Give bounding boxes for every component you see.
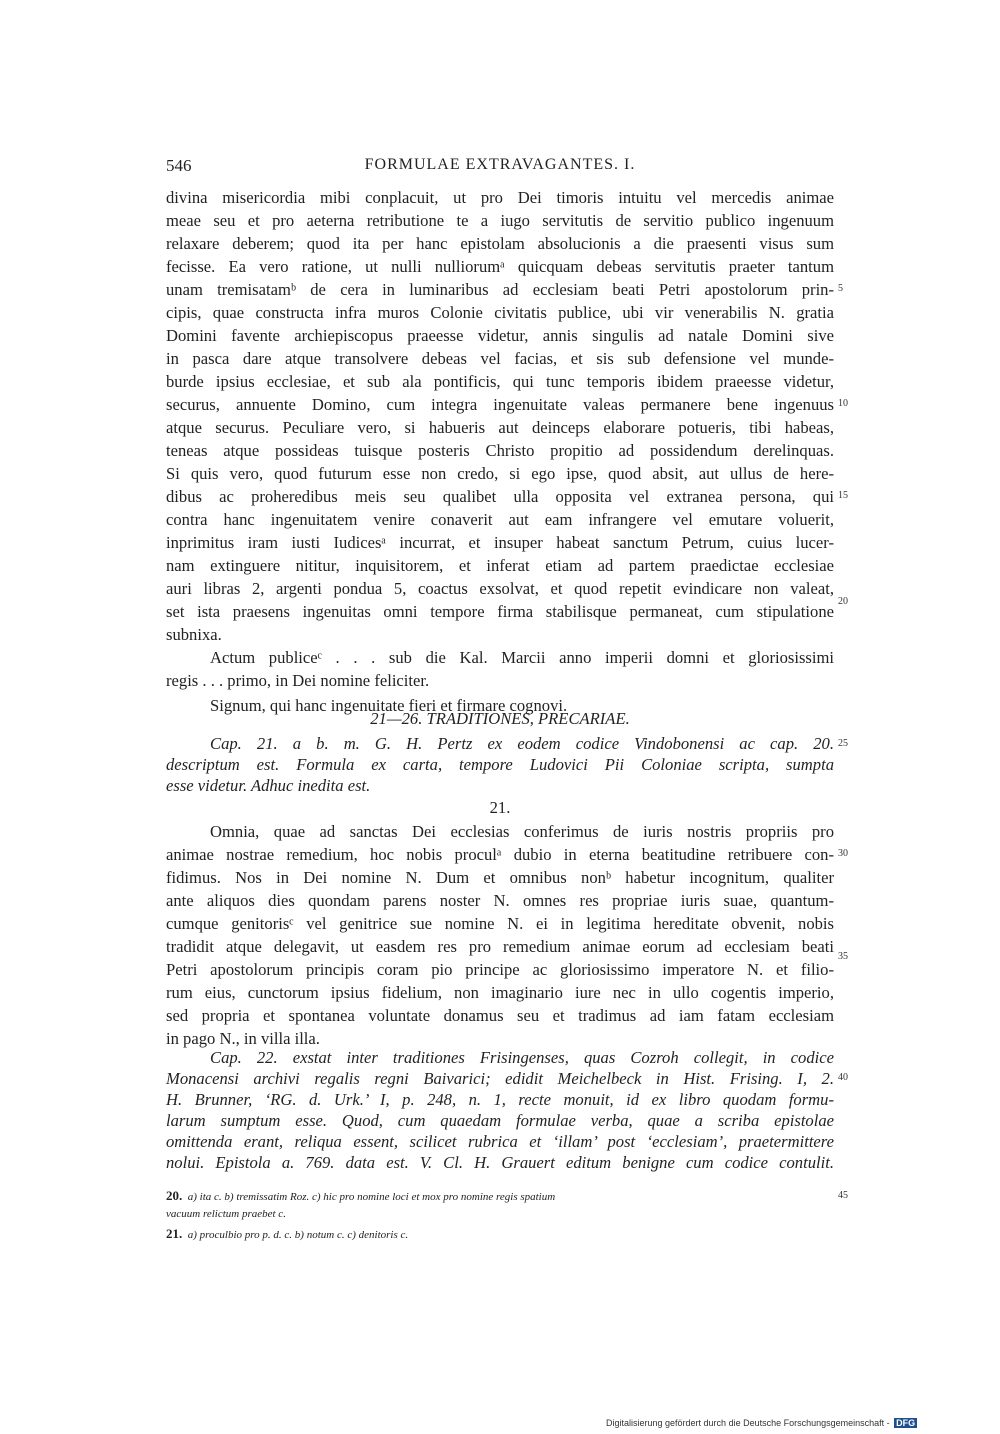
text-line: ante aliquos dies quondam parens noster N. omnes res propriae iuris suae, quantum- (166, 891, 834, 910)
intro-line: omittenda erant, reliqua essent, scilicet rubrica et ‘illam’ post ‘ecclesiam’, praetermittere (166, 1132, 834, 1151)
dfg-logo: DFG (896, 1418, 916, 1428)
text-line: regis . . . primo, in Dei nomine feliciter. (166, 671, 430, 690)
text-line: divina misericordia mibi conplacuit, ut pro Dei timoris intuitu vel mercedis animae (166, 188, 834, 207)
text-line: fecisse. Ea vero ratione, ut nulli nulliorumᵃ quicquam debeas servitutis praeter tantum (166, 257, 834, 276)
section-heading (166, 707, 834, 730)
text-line: cipis, quae constructa infra muros Colonie civitatis publice, ubi vir venerabilis N. gratia (166, 303, 834, 322)
margin-line-number: 15 (838, 490, 848, 501)
section-heading-wrap (166, 707, 834, 731)
digitization-note-text: Digitalisierung gefördert durch die Deutsche Forschungsgemeinschaft - (606, 1418, 890, 1428)
running-title: FORMULAE EXTRAVAGANTES. I. (364, 156, 636, 173)
text-line: rum eius, cunctorum ipsius fidelium, non imaginario iure nec in ullo cogentis imperio, (166, 983, 834, 1002)
text-line: inprimitus iram iusti Iudicesᵃ incurrat, et insuper habeat sanctum Petrum, cuius lucer- (166, 533, 834, 552)
footnote-21 (166, 1226, 834, 1243)
margin-line-number: 5 (838, 283, 843, 294)
text-line: burde ipsius ecclesiae, et sub ala pontificis, qui tunc temporis ibidem praeesse videtur, (166, 372, 834, 391)
footnote-number: 21. (166, 1226, 183, 1241)
intro-line: descriptum est. Formula ex carta, tempore Ludovici Pii Coloniae scripta, sumpta (166, 755, 834, 774)
intro-line: esse videtur. Adhuc inedita est. (166, 776, 371, 795)
text-line: securus, annuente Domino, cum integra ingenuitate valeas permanere bene ingenuus (166, 395, 834, 414)
margin-line-number: 20 (838, 596, 848, 607)
text-line: Omnia, quae ad sanctas Dei ecclesias conferimus de iuris nostris propriis pro (210, 822, 834, 841)
formula-number: 21. (489, 798, 511, 817)
text-line: Petri apostolorum principis coram pio principe ac gloriosissimo imperatore N. et filio- (166, 960, 834, 979)
text-line: Domini favente archiepiscopus praeesse videtur, annis singulis ad natale Domini sive (166, 326, 834, 345)
intro-line: H. Brunner, ‘RG. d. Urk.’ I, p. 248, n. 1, recte monuit, id ex libro quodam formu- (166, 1090, 834, 1109)
text-line: fidimus. Nos in Dei nomine N. Dum et omnibus nonᵇ habetur incognitum, qualiter (166, 868, 834, 887)
intro-line: Cap. 21. a b. m. G. H. Pertz ex eodem codice Vindobonensi ac cap. 20. (210, 734, 834, 753)
text-line: dibus ac proheredibus meis seu qualibet ulla opposita vel extranea persona, qui (166, 487, 834, 506)
text-line: Actum publiceᶜ . . . sub die Kal. Marcii anno imperii domni et gloriosissimi (210, 648, 834, 667)
footnote-number: 20. (166, 1188, 183, 1203)
intro-line: Cap. 22. exstat inter traditiones Frisingenses, quas Cozroh collegit, in codice (210, 1048, 834, 1067)
text-line: contra hanc ingenuitatem venire conaverit aut eam infrangere vel emutare voluerit, (166, 510, 834, 529)
footnote-text: a) ita c. b) tremissatim Roz. c) hic pro nomine loci et mox pro nomine regis spatium (187, 1191, 556, 1203)
margin-line-number: 30 (838, 848, 848, 859)
text-line: Si quis vero, quod futurum esse non credo, si ego ipse, quod absit, aut ullus de here- (166, 464, 834, 483)
page-header (166, 156, 834, 180)
margin-line-number: 10 (838, 398, 848, 409)
text-line: auri libras 2, argenti pondua 5, coactus exsolvat, et quod repetit evindicare non valeat, (166, 579, 834, 598)
margin-line-number: 45 (838, 1190, 848, 1201)
margin-line-number: 35 (838, 951, 848, 962)
signum-line: Signum, qui hanc ingenuitate fieri et firmare cognovi. (210, 696, 568, 715)
margin-line-number: 25 (838, 738, 848, 749)
text-line: unam tremisatamᵇ de cera in luminaribus ad ecclesiam beati Petri apostolorum prin- (166, 280, 834, 299)
footnote-text: a) proculbio pro p. d. c. b) notum c. c) denitoris c. (187, 1229, 409, 1241)
intro-line: Monacensi archivi regalis regni Baivarici; edidit Meichelbeck in Hist. Frising. I, 2. (166, 1069, 834, 1088)
text-line: animae nostrae remedium, hoc nobis proculᵃ dubio in eterna beatitudine retribuere con- (166, 845, 834, 864)
section-heading-text: 21—26. TRADITIONES, PRECARIAE. (370, 709, 630, 728)
text-line: sed propria et spontanea voluntate donamus seu et tradimus ad iam fatam ecclesiam (166, 1006, 834, 1025)
footnote-20-cont: vacuum relictum praebet c. (166, 1208, 286, 1220)
text-line: atque securus. Peculiare vero, si habueris aut deinceps elaborare potueris, tibi habeas, (166, 418, 834, 437)
text-line: cumque genitorisᶜ vel genitrice sue nomine N. ei in legitima hereditate obvenit, nobis (166, 914, 834, 933)
text-line: tradidit atque delegavit, ut easdem res pro remedium animae eorum ad ecclesiam beati (166, 937, 834, 956)
text-line: in pago N., in villa illa. (166, 1029, 320, 1048)
text-line: set ista praesens ingenuitas omni tempore firma stabilisque permaneat, cum stipulatione (166, 602, 834, 621)
digitization-note (606, 1418, 917, 1428)
text-line: relaxare deberem; quod ita per hanc epistolam absolucionis a die praesenti visus sum (166, 234, 834, 253)
text-line: teneas atque possideas tuisque posteris Christo propitio ad possidendum derelinquas. (166, 441, 834, 460)
margin-line-number: 40 (838, 1072, 848, 1083)
text-line: subnixa. (166, 625, 222, 644)
text-line: nam extinguere nititur, inquisitorem, et inferat etiam ad partem praedictae ecclesiae (166, 556, 834, 575)
text-line: in pasca dare atque transolvere debeas vel facias, et sis sub defensione vel munde- (166, 349, 834, 368)
text-line: meae seu et pro aeterna retributione te a iugo servitutis de servitio publico ingenuum (166, 211, 834, 230)
intro-line: larum sumptum esse. Quod, cum quaedam formulae verba, quae a scriba epistolae (166, 1111, 834, 1130)
footnote-20 (166, 1188, 834, 1205)
intro-line: nolui. Epistola a. 769. data est. V. Cl. H. Grauert editum benigne cum codice contulit. (166, 1153, 834, 1172)
page-number: 546 (166, 156, 192, 175)
